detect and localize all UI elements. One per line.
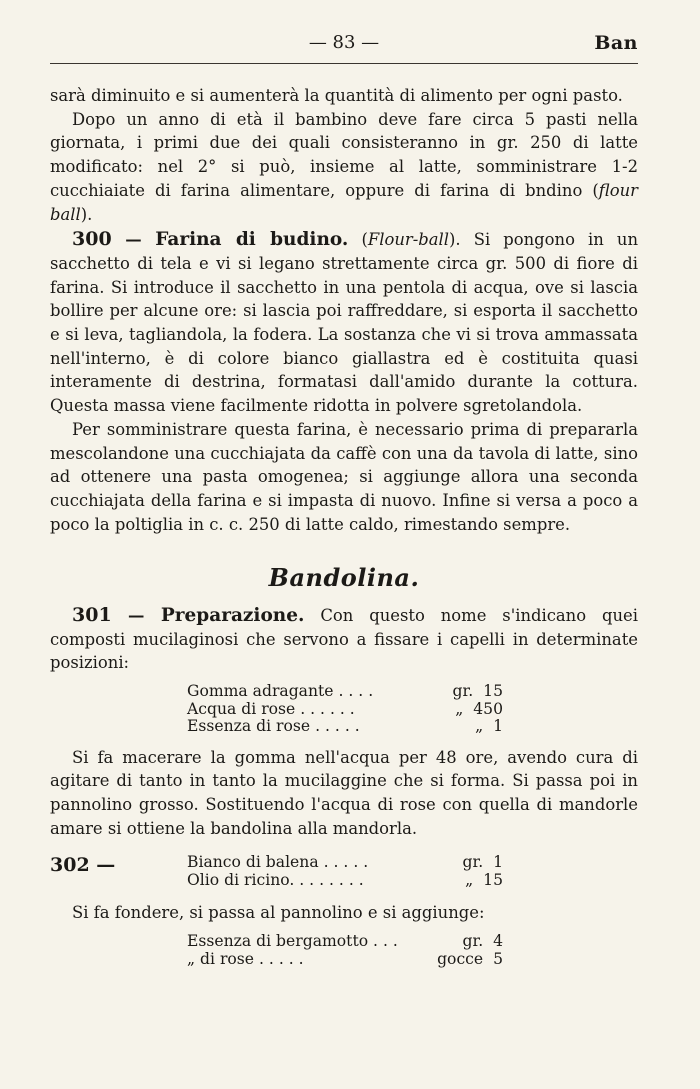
section-title: Bandolina. xyxy=(268,563,420,593)
paren-open: ( xyxy=(348,230,368,250)
section-300 xyxy=(50,228,638,418)
header-rule xyxy=(50,63,638,64)
ingredient-name: „ di rose . . . . . xyxy=(187,949,304,968)
recipe-row xyxy=(187,951,503,969)
section-heading: Preparazione. xyxy=(160,605,305,627)
italic-term: Flour-ball xyxy=(367,230,450,250)
recipe-list-302-essences xyxy=(187,933,503,968)
recipe-row xyxy=(187,854,503,872)
paragraph-text: Dopo un anno di età il bambino deve fare circa 5 pasti nella giornata, i primi due dei quali consisteranno in gr. 250 di latte modificato: nel 2° si può, insieme al latte, somministrare 1-2 cucchiaiate di farina alimentare, oppure di farina di bndino ( xyxy=(50,109,638,200)
section-text: ). Si pongono in un sacchetto di tela e vi si legano strettamente circa gr. 500 di fiore di farina. Si introduce il sacchetto in una pentola di acqua, ove si lascia bollire per alcune ore: si lascia poi raffreddare, si esporta il sacchetto e si leva, tagliandola, la fodera. La sostanza che vi si trova ammassata nell'interno, è di colore bianco giallastra ed è costituita quasi interamente di destrina, formatasi dall'amido durante la cottura. Questa massa viene facilmente ridotta in polvere sgretolandola. xyxy=(50,230,639,416)
ingredient-qty: 1 xyxy=(493,853,503,872)
section-dash: — xyxy=(111,230,156,250)
section-heading: Farina di budino. xyxy=(155,229,349,251)
ingredient-qty: 4 xyxy=(493,932,503,951)
recipe-list-302 xyxy=(187,854,503,889)
ingredient-name: Essenza di rose . . . . . xyxy=(187,717,360,736)
section-number: 301 xyxy=(72,604,112,627)
page-number: — 83 — xyxy=(308,32,380,53)
recipe-row xyxy=(187,683,503,701)
paragraph-continued: sarà diminuito e si aumenterà la quantità di alimento per ogni pasto. xyxy=(50,86,623,105)
italic-term: flour ball xyxy=(50,180,638,224)
ingredient-name: Olio di ricino. . . . . . . . xyxy=(187,870,364,889)
section-dash: — xyxy=(111,606,161,626)
running-head: Ban xyxy=(594,32,638,54)
paragraph-text: ). xyxy=(80,204,93,224)
ingredient-qty: 15 xyxy=(483,870,503,889)
ingredient-unit: „ xyxy=(455,699,464,718)
paragraph-feeding xyxy=(50,108,638,227)
ingredient-qty: 15 xyxy=(483,682,503,701)
ingredient-unit: gr. xyxy=(452,682,474,701)
section-number: 302 — xyxy=(50,854,116,877)
recipe-row xyxy=(187,933,503,951)
paragraph-melt: Si fa fondere, si passa al pannolino e si aggiunge: xyxy=(72,903,485,923)
section-number: 300 xyxy=(72,228,112,251)
ingredient-name: Gomma adragante . . . . xyxy=(187,682,374,701)
section-text: Con questo nome s'indicano quei composti mucilaginosi che servono a fissare i capelli in determinate posizioni: xyxy=(50,606,638,673)
page-body xyxy=(50,84,638,978)
ingredient-unit: gocce xyxy=(437,949,484,968)
section-302 xyxy=(50,854,638,889)
ingredient-qty: 450 xyxy=(473,699,503,718)
ingredient-unit: „ xyxy=(475,717,484,736)
recipe-row xyxy=(187,872,503,890)
ingredient-name: Essenza di bergamotto . . . xyxy=(187,932,398,951)
ingredient-qty: 5 xyxy=(493,949,503,968)
ingredient-name: Bianco di balena . . . . . xyxy=(187,853,369,872)
ingredient-unit: gr. xyxy=(462,932,484,951)
paragraph-maceration: Si fa macerare la gomma nell'acqua per 48 ore, avendo cura di agitare di tanto in tanto la mucilaggine che si forma. Si passa poi in pannolino grosso. Sostituendo l'acqua di rose con quella di mandorle amare si ottiene la bandolina alla mandorla. xyxy=(50,747,638,838)
page-header xyxy=(50,30,638,58)
ingredient-qty: 1 xyxy=(493,717,503,736)
ingredient-unit: „ xyxy=(465,870,474,889)
recipe-list-301 xyxy=(187,683,503,736)
section-301 xyxy=(50,604,638,675)
paragraph-administration: Per somministrare questa farina, è necessario prima di prepararla mescolandone una cucchiajata da caffè con una da tavola di latte, sino ad ottenere una pasta omogenea; si aggiunge allora una seconda cucchiajata della farina e si impasta di nuovo. Infine si versa a poco a poco la poltiglia in c. c. 250 di latte caldo, rimestando sempre. xyxy=(50,419,638,534)
recipe-row xyxy=(187,701,503,719)
recipe-row xyxy=(187,718,503,736)
ingredient-name: Acqua di rose . . . . . . xyxy=(187,699,355,718)
ingredient-unit: gr. xyxy=(462,853,484,872)
